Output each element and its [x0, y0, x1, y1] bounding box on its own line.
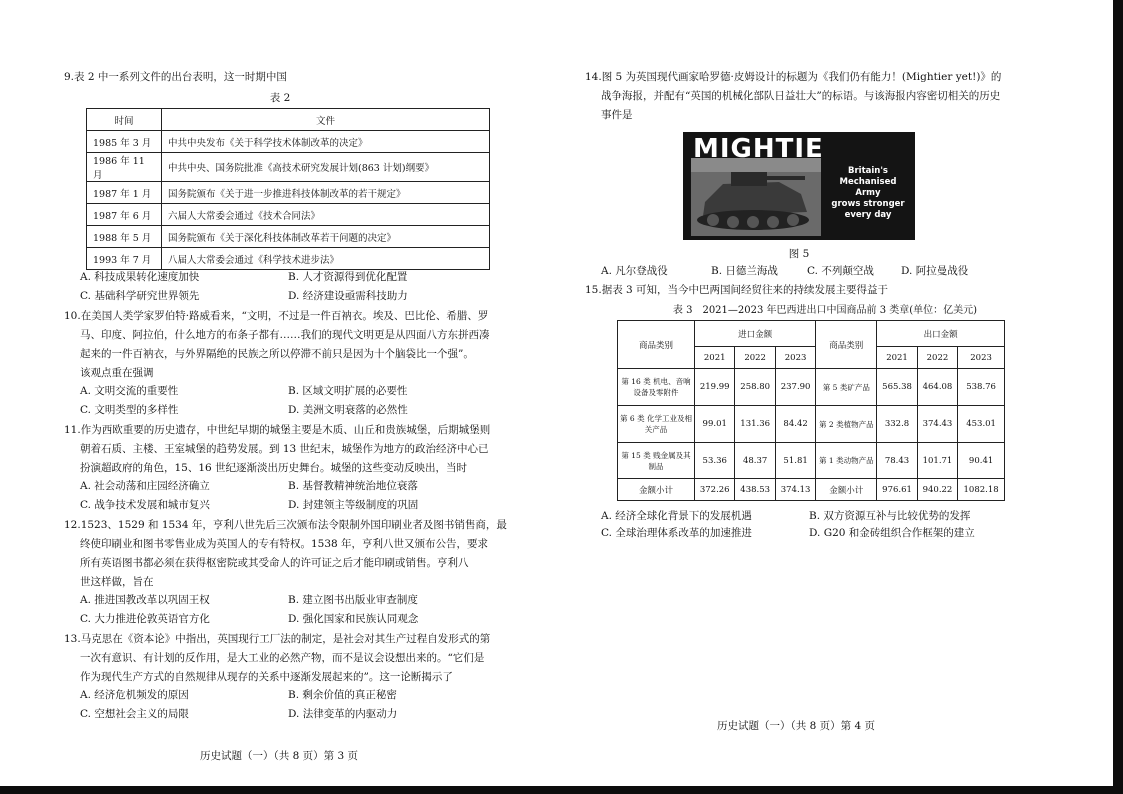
table-row	[87, 153, 490, 182]
table-cell: 131.36	[735, 406, 775, 443]
q13-option-a[interactable]: A. 经济危机频发的原因	[80, 689, 189, 701]
q11-option-c[interactable]: C. 战争技术发展和城市复兴	[80, 499, 210, 511]
table-total-row	[618, 479, 1005, 501]
q11-option-a[interactable]: A. 社会动荡和庄园经济确立	[80, 480, 210, 492]
q15-stem: 15.据表 3 可知，当今中巴两国间经贸往来的持续发展主要得益于	[585, 284, 889, 296]
poster-slogan	[821, 166, 915, 221]
q14-option-b[interactable]: B. 日德兰海战	[711, 265, 778, 277]
table-cell: 1987 年 1 月	[87, 182, 162, 204]
table-cell: 1986 年 11 月	[87, 153, 162, 182]
poster-slogan-line: every day	[844, 210, 892, 220]
table-header: 进口金额	[695, 321, 816, 347]
table-cell: 90.41	[958, 443, 1005, 479]
poster-title: MIGHTIE	[693, 134, 824, 164]
table-cell: 第 1 类动物产品	[816, 443, 877, 479]
table-header-row	[618, 321, 1005, 347]
q13-option-d[interactable]: D. 法律变革的内驱动力	[288, 708, 398, 720]
table-cell: 99.01	[695, 406, 735, 443]
table-header: 2022	[735, 347, 775, 369]
table-cell: 976.61	[877, 479, 917, 501]
q10-line: 起来的一件百衲衣，与外界隔绝的民族之所以停滞不前只是因为十个脑袋比一个强”。	[80, 348, 474, 360]
table-header: 2023	[775, 347, 815, 369]
table-header: 商品类别	[618, 321, 695, 369]
table-cell: 1988 年 5 月	[87, 226, 162, 248]
q9-option-c[interactable]: C. 基础科学研究世界领先	[80, 290, 200, 302]
table-cell: 565.38	[877, 369, 917, 406]
q12-option-a[interactable]: A. 推进国教改革以巩固王权	[80, 594, 210, 606]
table-header: 2022	[917, 347, 957, 369]
q11-line: 扮演超政府的角色，15、16 世纪逐渐淡出历史舞台。城堡的这些变动反映出，当时	[80, 462, 468, 474]
q13-line: 13.马克思在《资本论》中指出，英国现行工厂法的制定，是社会对其生产过程自发形式的第	[64, 633, 491, 645]
q9-option-a[interactable]: A. 科技成果转化速度加快	[80, 271, 200, 283]
table-cell: 第 16 类 机电、音响设备及零附件	[618, 369, 695, 406]
table-row	[618, 443, 1005, 479]
table-row	[87, 248, 490, 270]
table-cell: 中共中央、国务院批准《高技术研究发展计划(863 计划)纲要》	[162, 153, 490, 182]
table-cell: 453.01	[958, 406, 1005, 443]
table-header: 2021	[877, 347, 917, 369]
table-cell: 1985 年 3 月	[87, 131, 162, 153]
q10-line: 该观点重在强调	[80, 367, 154, 379]
table-cell: 中共中央发布《关于科学技术体制改革的决定》	[162, 131, 490, 153]
q9-option-b[interactable]: B. 人才资源得到优化配置	[288, 271, 408, 283]
q10-option-b[interactable]: B. 区域文明扩展的必要性	[288, 385, 408, 397]
table-row	[87, 226, 490, 248]
table-cell: 六届人大常委会通过《技术合同法》	[162, 204, 490, 226]
table-cell: 101.71	[917, 443, 957, 479]
table-cell: 1987 年 6 月	[87, 204, 162, 226]
q14-option-d[interactable]: D. 阿拉曼战役	[901, 265, 969, 277]
table-header: 时间	[87, 109, 162, 131]
war-poster-image	[683, 132, 915, 240]
table-cell: 金额小计	[816, 479, 877, 501]
table-cell: 332.8	[877, 406, 917, 443]
q15-option-b[interactable]: B. 双方资源互补与比较优势的发挥	[809, 510, 971, 522]
table-cell: 八届人大常委会通过《科学技术进步法》	[162, 248, 490, 270]
q10-option-a[interactable]: A. 文明交流的重要性	[80, 385, 179, 397]
table-cell: 237.90	[775, 369, 815, 406]
poster-slogan-line: Britain's	[847, 166, 888, 176]
q13-line: 作为现代生产方式的自然规律从现存的关系中逐渐发展起来的”。这一论断揭示了	[80, 671, 453, 683]
table-header: 2021	[695, 347, 735, 369]
q14-line: 事件是	[601, 109, 633, 121]
table-cell: 84.42	[775, 406, 815, 443]
q12-option-d[interactable]: D. 强化国家和民族认同观念	[288, 613, 419, 625]
table-cell: 940.22	[917, 479, 957, 501]
q10-line: 10.在美国人类学家罗伯特·路威看来，“文明，不过是一件百衲衣。埃及、巴比伦、希腊、罗	[64, 310, 489, 322]
table2-title: 表 2	[269, 92, 291, 104]
table-header: 2023	[958, 347, 1005, 369]
table-header: 出口金额	[877, 321, 1005, 347]
table-cell: 1993 年 7 月	[87, 248, 162, 270]
q12-line: 终使印刷业和图书零售业成为英国人的专有特权。1538 年，亨利八世又颁布公告，要求	[80, 538, 489, 550]
poster-slogan-line: Mechanised	[839, 177, 897, 187]
page-footer: 历史试题（一）（共 8 页）第 3 页	[200, 750, 358, 762]
q15-option-d[interactable]: D. G20 和金砖组织合作框架的建立	[809, 527, 975, 539]
q11-line: 朝着石质、主楼、王室城堡的趋势发展。到 13 世纪末，城堡作为地方的政治经济中心已	[80, 443, 489, 455]
table3-title: 表 3 2021—2023 年巴西进出口中国商品前 3 类章(单位：亿美元)	[672, 305, 978, 316]
poster-slogan-line: Army	[855, 188, 881, 198]
table-cell: 1082.18	[958, 479, 1005, 501]
table-row	[87, 204, 490, 226]
table-cell: 48.37	[735, 443, 775, 479]
q11-line: 11.作为西欧重要的历史遗存，中世纪早期的城堡主要是木质、山丘和贵族城堡，后期城堡则	[64, 424, 491, 436]
q9-stem: 9.表 2 中一系列文件的出台表明，这一时期中国	[64, 71, 287, 83]
exam-page-4	[565, 0, 1123, 794]
table-cell: 第 2 类植物产品	[816, 406, 877, 443]
q10-option-c[interactable]: C. 文明类型的多样性	[80, 404, 179, 416]
table-cell: 第 15 类 贱金属及其制品	[618, 443, 695, 479]
table-cell: 374.43	[917, 406, 957, 443]
q13-line: 一次有意识、有计划的反作用，是大工业的必然产物，而不是议会设想出来的。“它们是	[80, 652, 485, 664]
page-footer: 历史试题（一）（共 8 页）第 4 页	[717, 720, 875, 732]
q14-option-a[interactable]: A. 凡尔登战役	[601, 265, 668, 277]
q12-line: 世这样做，旨在	[80, 576, 154, 588]
figure5-caption: 图 5	[788, 248, 810, 260]
table-header: 商品类别	[816, 321, 877, 369]
q15-option-c[interactable]: C. 全球治理体系改革的加速推进	[601, 527, 752, 539]
table-row	[618, 369, 1005, 406]
table-cell: 国务院颁布《关于进一步推进科技体制改革的若干规定》	[162, 182, 490, 204]
q11-option-d[interactable]: D. 封建领主等级制度的巩固	[288, 499, 419, 511]
table-cell: 第 6 类 化学工业及相关产品	[618, 406, 695, 443]
table-header: 文件	[162, 109, 490, 131]
q10-option-d[interactable]: D. 美洲文明衰落的必然性	[288, 404, 408, 416]
q11-option-b[interactable]: B. 基督教精神统治地位衰落	[288, 480, 418, 492]
table-cell: 464.08	[917, 369, 957, 406]
table-cell: 219.99	[695, 369, 735, 406]
table-cell: 78.43	[877, 443, 917, 479]
table-row	[87, 182, 490, 204]
q12-line: 所有英语图书都必须在获得枢密院或其受命人的许可证之后才能印刷或销售。亨利八	[80, 557, 469, 569]
q13-option-b[interactable]: B. 剩余价值的真正秘密	[288, 689, 397, 701]
q9-option-d[interactable]: D. 经济建设亟需科技助力	[288, 290, 408, 302]
table-header-row	[87, 109, 490, 131]
exam-page-3	[0, 0, 555, 794]
q13-option-c[interactable]: C. 空想社会主义的局限	[80, 708, 189, 720]
table-cell: 53.36	[695, 443, 735, 479]
q14-line: 14.图 5 为英国现代画家哈罗德·皮姆设计的标题为《我们仍有能力！(Mightier yet!)》的	[585, 71, 1002, 83]
table-cell: 374.13	[775, 479, 815, 501]
table-cell: 51.81	[775, 443, 815, 479]
table-cell: 538.76	[958, 369, 1005, 406]
q12-option-c[interactable]: C. 大力推进伦敦英语官方化	[80, 613, 210, 625]
table-cell: 372.26	[695, 479, 735, 501]
q10-line: 马、印度、阿拉伯，什么地方的布条子都有……我们的现代文明更是从四面八方东拼西凑	[80, 329, 490, 341]
table-cell: 第 5 类矿产品	[816, 369, 877, 406]
q12-option-b[interactable]: B. 建立图书出版业审查制度	[288, 594, 418, 606]
q15-option-a[interactable]: A. 经济全球化背景下的发展机遇	[601, 510, 752, 522]
table-2	[86, 108, 490, 270]
table-cell: 438.53	[735, 479, 775, 501]
q12-line: 12.1523、1529 和 1534 年，亨利八世先后三次颁布法令限制外国印刷业者及图书销售商，最	[64, 519, 507, 531]
table-cell: 金额小计	[618, 479, 695, 501]
table-3	[617, 320, 1005, 501]
table-row	[618, 406, 1005, 443]
table-cell: 258.80	[735, 369, 775, 406]
poster-slogan-line: grows stronger	[831, 199, 905, 209]
table-row	[87, 131, 490, 153]
q14-line: 战争海报，并配有“英国的机械化部队日益壮大”的标语。与该海报内容密切相关的历史	[601, 90, 1001, 102]
q14-option-c[interactable]: C. 不列颠空战	[807, 265, 874, 277]
table-cell: 国务院颁布《关于深化科技体制改革若干问题的决定》	[162, 226, 490, 248]
